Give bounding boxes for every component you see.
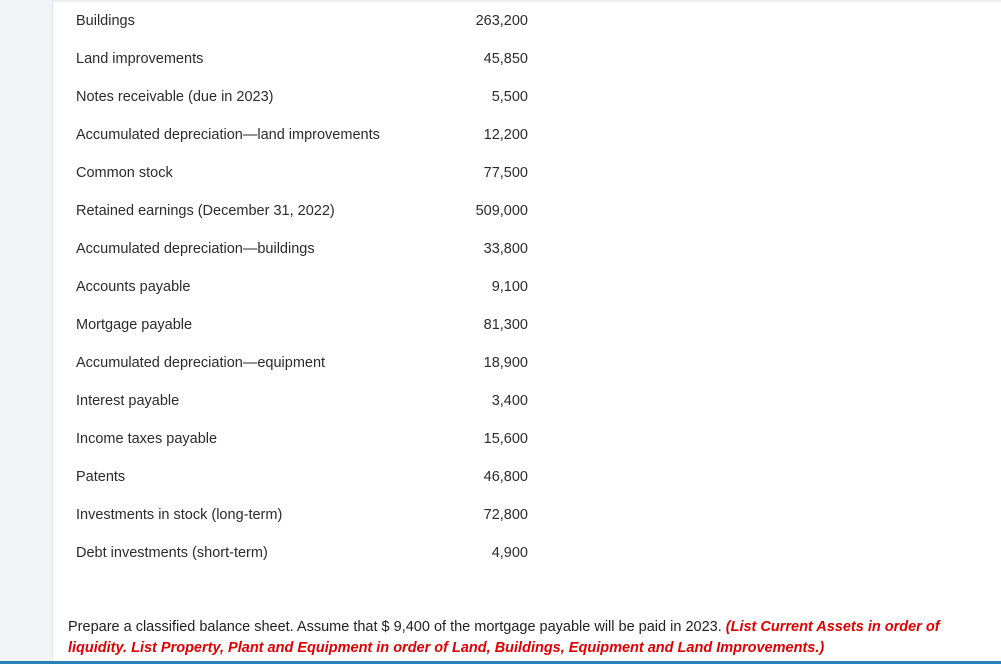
instructions-text	[68, 617, 983, 659]
table-row	[76, 306, 528, 344]
account-label: Land improvements	[76, 51, 204, 67]
table-row	[76, 268, 528, 306]
table-row	[76, 458, 528, 496]
account-label: Patents	[76, 469, 126, 485]
account-label: Buildings	[76, 13, 135, 29]
account-value: 33,800	[483, 241, 528, 257]
table-row	[76, 192, 528, 230]
account-value: 15,600	[483, 431, 528, 447]
instructions-emphasis: (List Current Assets in order of liquidity. List Property, Plant and Equipment in order of Land, Buildings, Equipment and Land Improvements.)	[68, 619, 940, 656]
account-label: Notes receivable (due in 2023)	[76, 89, 274, 105]
table-row	[76, 382, 528, 420]
account-value: 263,200	[475, 13, 528, 29]
table-row	[76, 344, 528, 382]
table-row	[76, 496, 528, 534]
table-row	[76, 2, 528, 40]
account-label: Mortgage payable	[76, 317, 193, 333]
account-value: 5,500	[491, 89, 528, 105]
account-label: Accumulated depreciation—land improvements	[76, 127, 380, 143]
table-row	[76, 78, 528, 116]
account-label: Accounts payable	[76, 279, 191, 295]
account-label: Accumulated depreciation—buildings	[76, 241, 315, 257]
account-label: Common stock	[76, 165, 173, 181]
table-row	[76, 116, 528, 154]
account-value: 45,850	[483, 51, 528, 67]
account-label: Income taxes payable	[76, 431, 218, 447]
account-value: 81,300	[483, 317, 528, 333]
account-value: 3,400	[491, 393, 528, 409]
account-value: 18,900	[483, 355, 528, 371]
account-label: Retained earnings (December 31, 2022)	[76, 203, 335, 219]
table-row	[76, 40, 528, 78]
accounts-table	[76, 2, 528, 572]
account-value: 4,900	[491, 545, 528, 561]
account-value: 12,200	[483, 127, 528, 143]
instructions-main: Prepare a classified balance sheet. Assume that $ 9,400 of the mortgage payable will be paid in 2023.	[68, 619, 722, 635]
table-row	[76, 154, 528, 192]
account-value: 46,800	[483, 469, 528, 485]
table-row	[76, 420, 528, 458]
account-label: Interest payable	[76, 393, 180, 409]
account-label: Accumulated depreciation—equipment	[76, 355, 326, 371]
account-label: Debt investments (short-term)	[76, 545, 268, 561]
account-value: 9,100	[491, 279, 528, 295]
account-value: 77,500	[483, 165, 528, 181]
table-row	[76, 230, 528, 268]
account-value: 509,000	[475, 203, 528, 219]
account-label: Investments in stock (long-term)	[76, 507, 283, 523]
table-row	[76, 534, 528, 572]
account-value: 72,800	[483, 507, 528, 523]
